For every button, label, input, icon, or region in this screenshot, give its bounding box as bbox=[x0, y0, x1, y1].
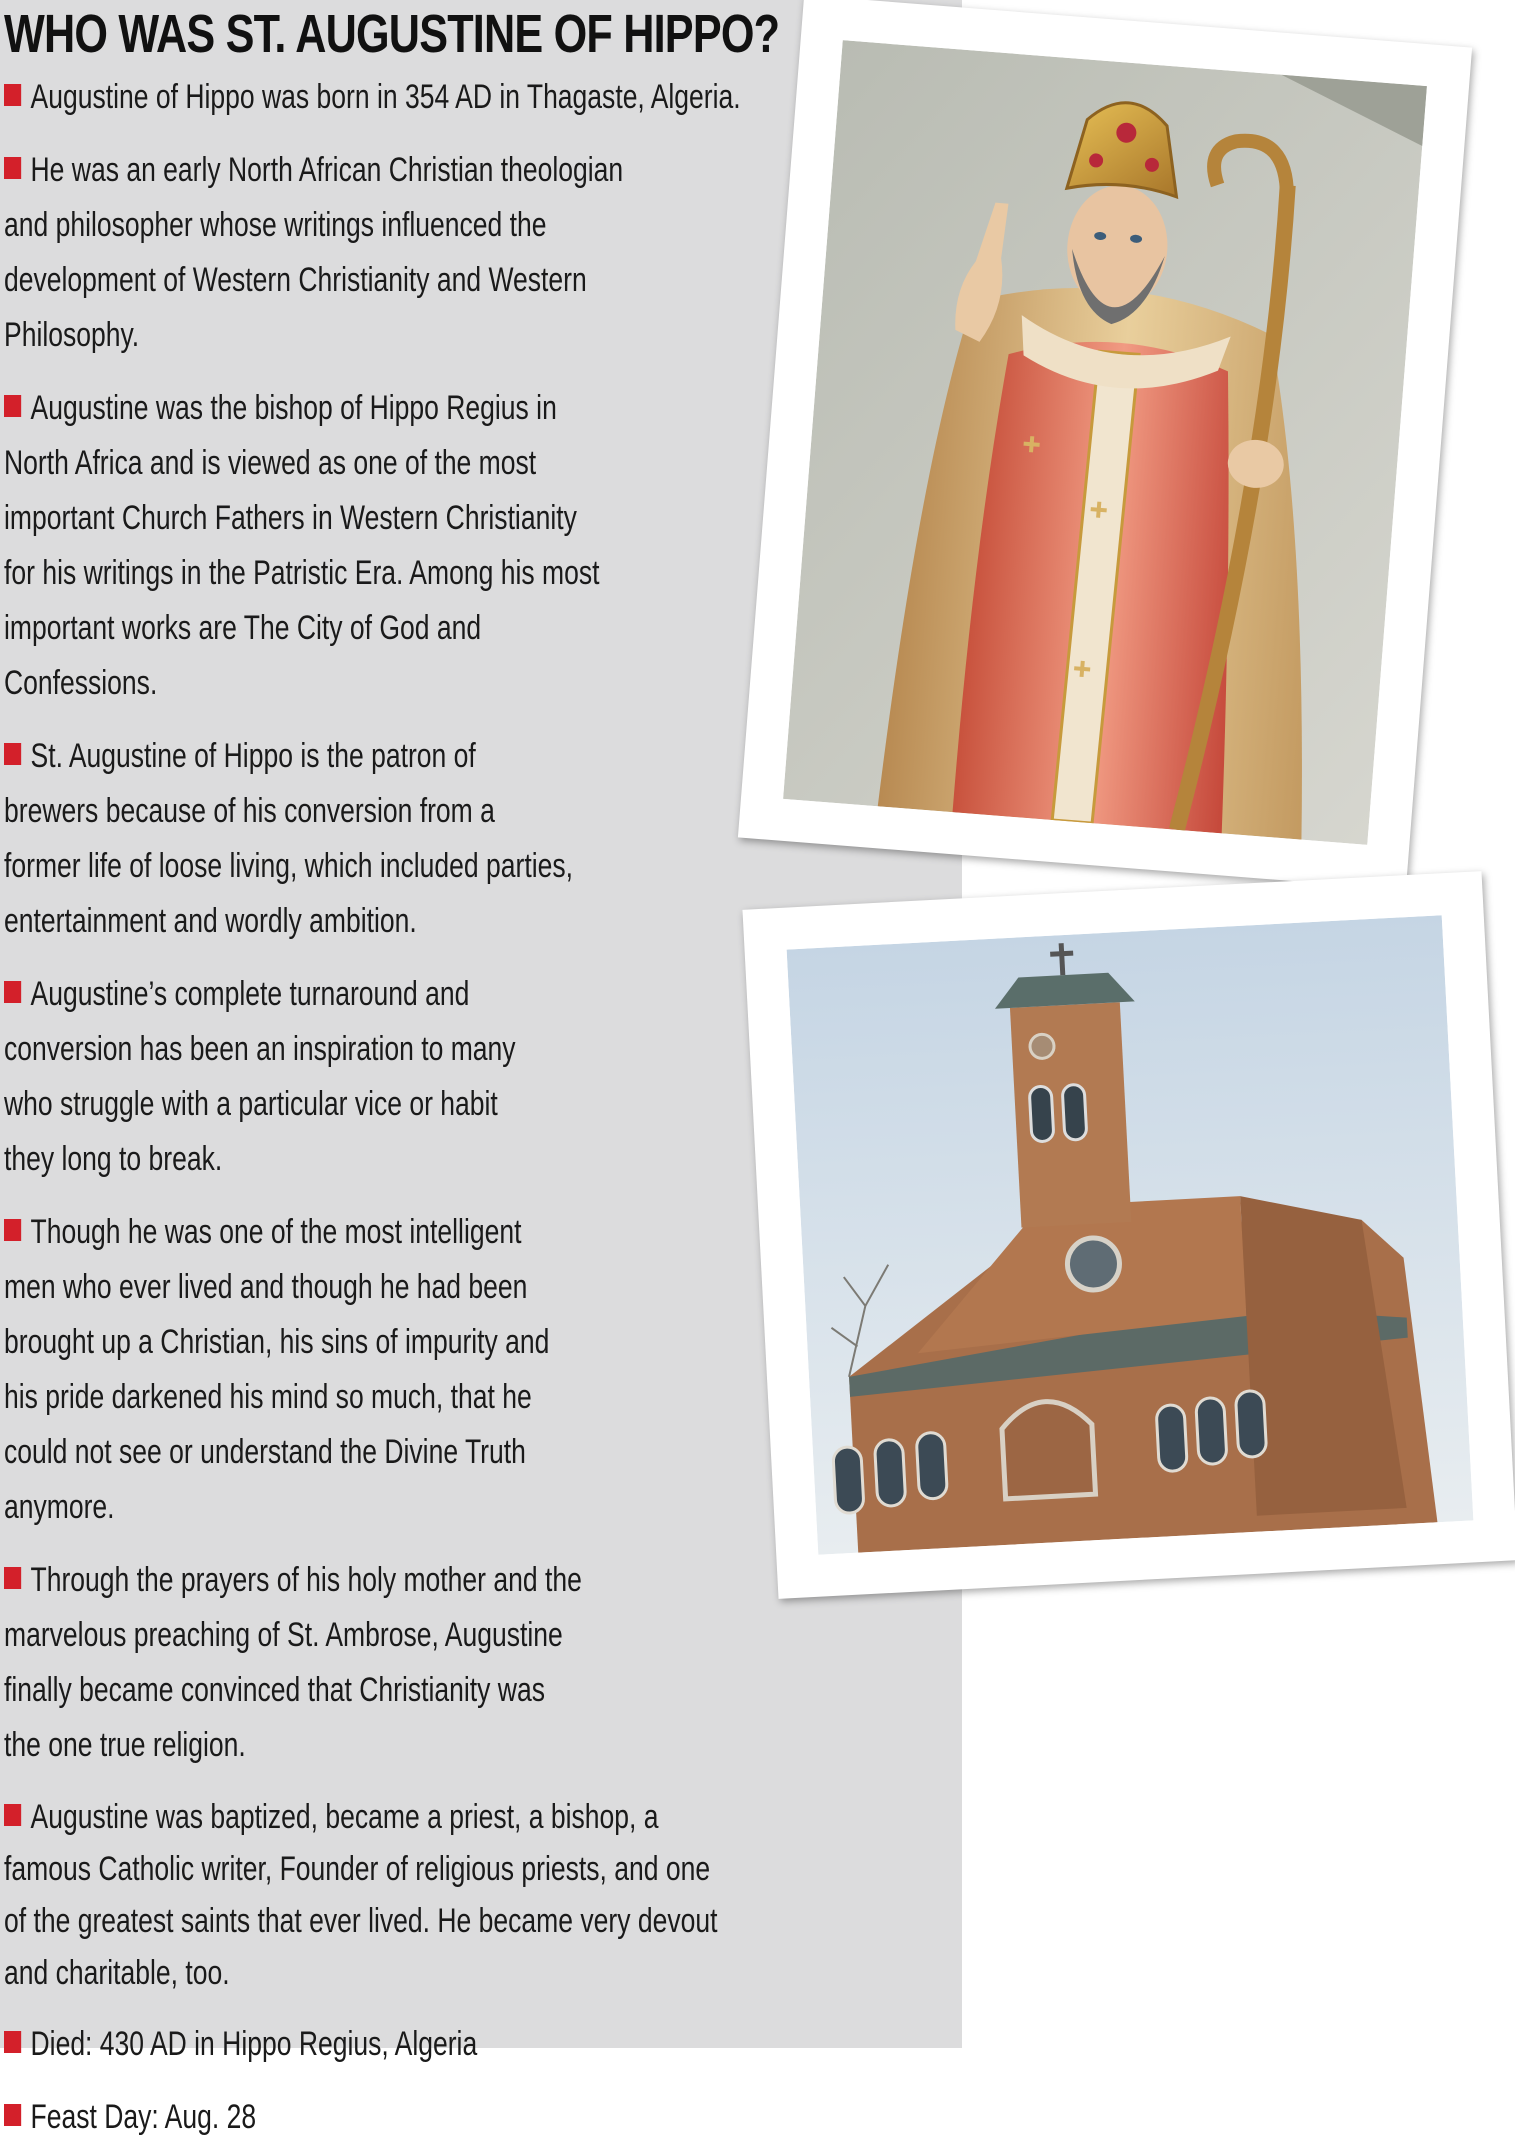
list-item bbox=[4, 967, 554, 1187]
list-item-text: Died: 430 AD in Hippo Regius, Algeria bbox=[30, 2025, 478, 2063]
list-item-text: Feast Day: Aug. 28 bbox=[30, 2098, 257, 2136]
bullet-square-icon bbox=[4, 2031, 21, 2053]
list-item bbox=[4, 143, 636, 363]
list-item-text: Though he was one of the most intelligent men who ever lived and though he had been brought up a Christian, his sins of impurity and his pride darkened his mind so much, that he could not see or understand the Divine Truth anymore. bbox=[4, 1213, 550, 1526]
bullet-square-icon bbox=[4, 1804, 21, 1826]
list-item bbox=[4, 729, 577, 949]
list-item bbox=[4, 1791, 722, 1999]
list-item bbox=[4, 70, 893, 125]
list-item-text: Augustine of Hippo was born in 354 AD in Thagaste, Algeria. bbox=[30, 78, 741, 116]
bullet-square-icon bbox=[4, 1219, 21, 1241]
page-title: WHO WAS ST. AUGUSTINE OF HIPPO? bbox=[4, 4, 780, 64]
bullet-square-icon bbox=[4, 2104, 21, 2126]
list-item-text: Augustine’s complete turnaround and conversion has been an inspiration to many who struggle with a particular vice or habit they long to break. bbox=[4, 975, 516, 1178]
statue-photo bbox=[738, 0, 1472, 890]
list-item-text: Augustine was the bishop of Hippo Regius in North Africa and is viewed as one of the most important Church Fathers in Western Christianity for his writings in the Patristic Era. Among his most important works are The City of God and Confessions. bbox=[4, 389, 600, 702]
church-image bbox=[787, 915, 1474, 1555]
statue-image bbox=[783, 40, 1427, 845]
list-item bbox=[4, 2090, 893, 2145]
list-item-text: St. Augustine of Hippo is the patron of brewers because of his conversion from a former life of loose living, which included parties, entertainment and wordly ambition. bbox=[4, 737, 573, 940]
list-item bbox=[4, 381, 612, 711]
list-item bbox=[4, 1553, 585, 1773]
list-item-text: Augustine was baptized, became a priest, a bishop, a famous Catholic writer, Founder of religious priests, and one of the greatest saints that ever lived. He became very devout and charitable, too. bbox=[4, 1798, 718, 1992]
list-item-text: He was an early North African Christian theologian and philosopher whose writings influenced the development of Western Christianity and Western Philosophy. bbox=[4, 151, 624, 354]
list-item-text: Through the prayers of his holy mother and the marvelous preaching of St. Ambrose, Augustine finally became convinced that Christianity was the one true religion. bbox=[4, 1561, 582, 1764]
bullet-square-icon bbox=[4, 743, 21, 765]
church-photo bbox=[742, 871, 1515, 1599]
list-item bbox=[4, 2017, 893, 2072]
bullet-square-icon bbox=[4, 84, 21, 106]
bullet-square-icon bbox=[4, 981, 21, 1003]
bullet-square-icon bbox=[4, 157, 21, 179]
list-item bbox=[4, 1205, 573, 1535]
bullet-square-icon bbox=[4, 395, 21, 417]
bullet-square-icon bbox=[4, 1567, 21, 1589]
